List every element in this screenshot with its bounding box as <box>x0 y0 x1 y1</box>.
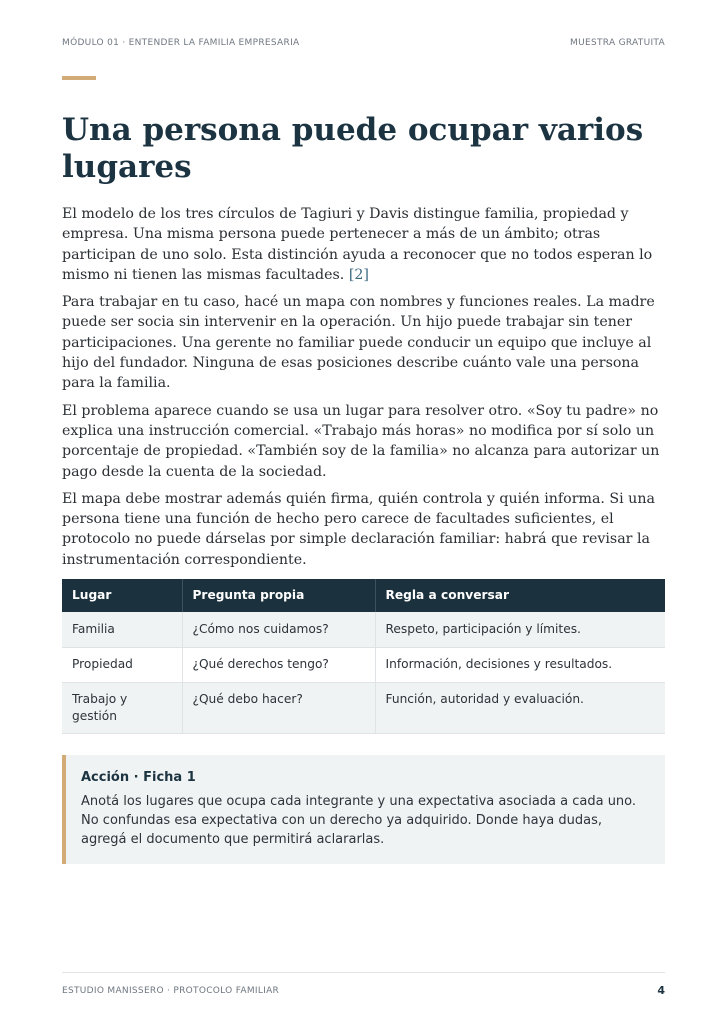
accent-rule <box>62 76 96 80</box>
column-header-pregunta: Pregunta propia <box>182 579 375 612</box>
paragraph-1-text: El modelo de los tres círculos de Tagiuri y Davis distingue familia, propiedad y empresa. Una misma persona puede pertenecer a más de un ámbito; otras participan de uno solo. Esta distinción ayuda a reconocer que no todos esperan lo mismo ni tienen las mismas facultades. <box>62 206 653 283</box>
table-cell: Trabajo y gestión <box>62 683 182 734</box>
column-header-lugar: Lugar <box>62 579 182 612</box>
callout-text: Anotá los lugares que ocupa cada integrante y una expectativa asociada a cada uno. No confundas esa expectativa con un derecho ya adquirido. Donde haya dudas, agregá el documento que permitirá aclararlas. <box>81 794 637 847</box>
footer-divider <box>62 972 665 973</box>
sample-tag: MUESTRA GRATUITA <box>570 38 665 48</box>
running-header <box>62 38 665 48</box>
roles-table <box>62 579 665 734</box>
table-cell: Información, decisiones y resultados. <box>375 648 665 683</box>
table-cell: Respeto, participación y límites. <box>375 612 665 648</box>
table-header-row <box>62 579 665 612</box>
page-title: Una persona puede ocupar varios lugares <box>62 112 644 185</box>
paragraph-3: El problema aparece cuando se usa un lugar para resolver otro. «Soy tu padre» no explica una instrucción comercial. «Trabajo más horas» no modifica por sí solo un porcentaje de propiedad. «También soy de la familia» no alcanza para autorizar un pago desde la cuenta de la sociedad. <box>62 402 660 480</box>
paragraph-4: El mapa debe mostrar además quién firma, quién controla y quién informa. Si una persona tiene una función de hecho pero carece de facultades suficientes, el protocolo no puede dárselas por simple declaración familiar: habrá que revisar la instrumentación correspondiente. <box>62 490 655 568</box>
table-cell: ¿Qué derechos tengo? <box>182 648 375 683</box>
paragraph-2: Para trabajar en tu caso, hacé un mapa con nombres y funciones reales. La madre puede ser socia sin intervenir en la operación. Un hijo puede trabajar sin tener participaciones. Una gerente no familiar puede conducir un equipo que incluye al hijo del fundador. Ninguna de esas posiciones describe cuánto vale una persona para la familia. <box>62 294 655 392</box>
table-cell: Propiedad <box>62 648 182 683</box>
running-footer <box>62 984 665 997</box>
paragraph-1 <box>62 204 665 285</box>
table-row <box>62 612 665 648</box>
table-cell: ¿Qué debo hacer? <box>182 683 375 734</box>
table-row <box>62 683 665 734</box>
column-header-regla: Regla a conversar <box>375 579 665 612</box>
action-callout <box>62 755 665 864</box>
module-label: MÓDULO 01 · ENTENDER LA FAMILIA EMPRESARIA <box>62 38 300 48</box>
callout-title: Acción · Ficha 1 <box>81 770 196 785</box>
table-cell: Función, autoridad y evaluación. <box>375 683 665 734</box>
table-cell: ¿Cómo nos cuidamos? <box>182 612 375 648</box>
citation-link[interactable]: [2] <box>348 266 369 283</box>
table-cell: Familia <box>62 612 182 648</box>
body-text <box>62 204 665 577</box>
table-row <box>62 648 665 683</box>
footer-label: ESTUDIO MANISSERO · PROTOCOLO FAMILIAR <box>62 985 280 996</box>
page-number: 4 <box>657 984 665 997</box>
